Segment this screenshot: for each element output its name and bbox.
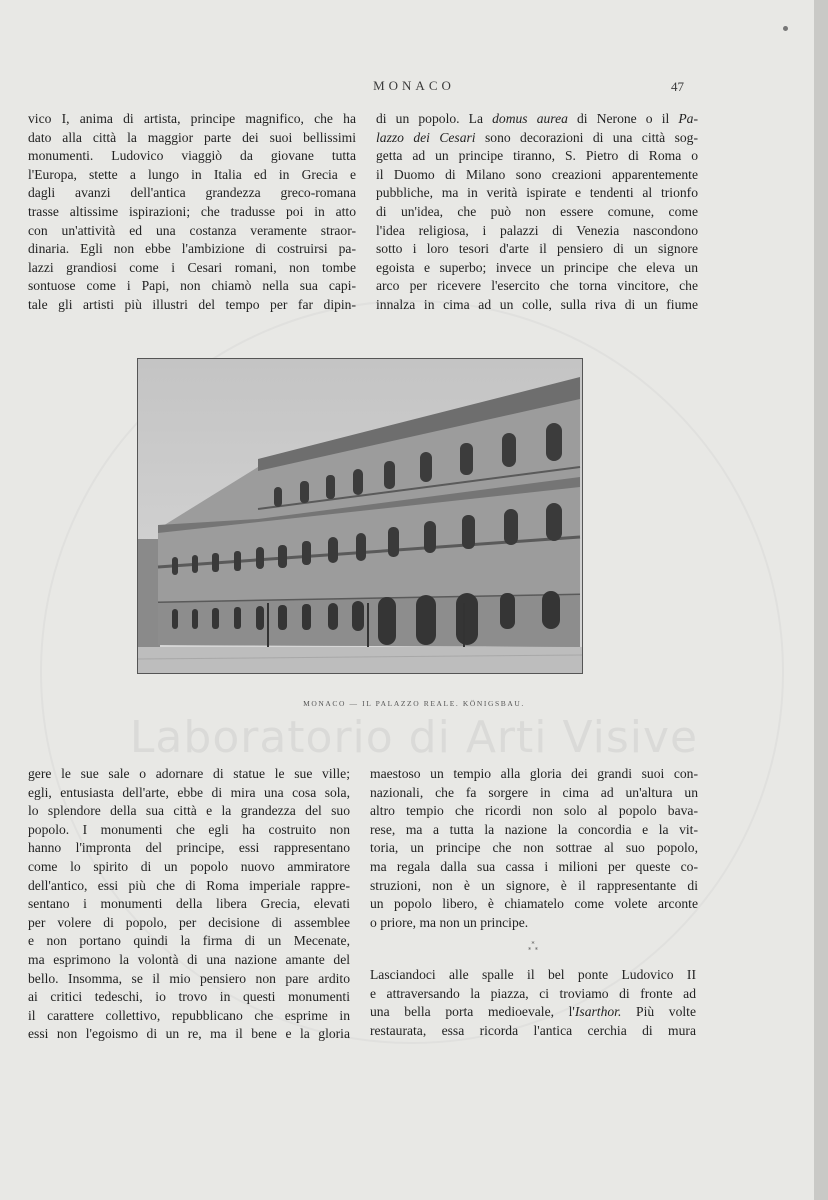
ink-spot <box>783 26 788 31</box>
text-line: nazionali, che fa sorgere in cima ad un'altura un <box>370 784 698 800</box>
text-line: toria, un principe che non sottrae al suo popolo, <box>370 840 698 856</box>
text-line: ma esprimono la volontà di una nazione amante del <box>28 951 350 967</box>
palace-photograph <box>137 358 583 674</box>
text-line <box>376 259 698 278</box>
text-line: come lo spirito di un popolo nuovo ammiratore <box>28 858 350 874</box>
text-run: di un popolo. La <box>376 111 493 126</box>
text-line <box>376 222 698 241</box>
column-bottom-left <box>28 765 350 1044</box>
text-line: sontuose come i Papi, non chiamò nella sua capi- <box>28 278 356 294</box>
asterism-divider: * * * <box>528 941 538 954</box>
text-run: l'idea religiosa, i palazzi di Venezia nascondono <box>376 222 698 238</box>
text-line: lazzi grandiosi come i Cesari romani, non tombe <box>28 259 356 275</box>
italic-term: lazzo dei Cesari <box>376 129 476 145</box>
text-line: dinaria. Egli non ebbe l'ambizione di costruirsi pa- <box>28 241 356 257</box>
text-line: ma regala dalla sua cassa i milioni per queste co- <box>370 858 698 874</box>
text-line: egli, entusiasta dell'arte, ebbe di mira una cosa sola, <box>28 784 350 800</box>
text-line: dell'antico, essi più che di Roma imperiale rappre- <box>28 877 350 893</box>
text-line <box>376 147 698 166</box>
text-line: maestoso un tempio alla gloria dei grandi suoi con- <box>370 766 698 781</box>
column-top-right <box>376 110 698 315</box>
watermark-text: Laboratorio di Arti Visive <box>129 712 699 763</box>
text-line: hanno l'impronta del principe, essi rappresentano <box>28 840 350 856</box>
text-run: il Duomo di Milano sono creazioni apparentemente <box>376 166 698 182</box>
text-line: monumenti. Ludovico viaggiò da giovane tutta <box>28 148 356 164</box>
text-line <box>370 985 696 1004</box>
text-line: altro tempio che ricordi non solo al popolo bava- <box>370 803 698 819</box>
text-run: Lasciandoci alle spalle il bel ponte Ludovico II <box>370 967 696 982</box>
text-line: e non portano quindi la firma di un Mecenate, <box>28 933 350 949</box>
text-line: trasse altissime ispirazioni; che tradusse poi in atto <box>28 203 356 219</box>
text-run: di Nerone o il <box>567 111 679 126</box>
text-run: sono decorazioni di una città sog- <box>475 129 699 145</box>
italic-term: Isarthor. <box>574 1004 622 1020</box>
text-line: popolo. I monumenti che egli ha costruito non <box>28 821 350 837</box>
text-line: dagli avanzi dell'antica grandezza greco-romana <box>28 185 356 201</box>
text-line <box>376 240 698 259</box>
text-run: Più volte <box>621 1004 696 1020</box>
text-line <box>370 1003 696 1022</box>
text-run: di un'idea, che può non essere comune, come <box>376 203 698 219</box>
text-run: una bella porta medioevale, l' <box>370 1004 575 1020</box>
text-line: sentano i monumenti della libera Grecia, elevati <box>28 896 350 912</box>
text-line: un popolo libero, è chiamatelo come volete arconte <box>370 896 698 912</box>
text-line: struzioni, non è un signore, è il rappresentante di <box>370 877 698 893</box>
text-line <box>376 296 698 315</box>
text-line: lo splendore della sua città e la grandezza del suo <box>28 803 350 819</box>
text-line <box>376 129 698 148</box>
running-title: MONACO <box>373 78 455 93</box>
text-line: bello. Insomma, se il mio pensiero non pare ardito <box>28 970 350 986</box>
text-line: gere le sue sale o adornare di statue le sue ville; <box>28 766 350 781</box>
text-line <box>376 110 698 129</box>
column-bottom-right <box>370 765 698 932</box>
italic-term: Pa- <box>678 111 698 126</box>
paragraph-isarthor <box>370 966 696 1040</box>
page-number: 47 <box>671 79 684 94</box>
text-line <box>370 1022 696 1041</box>
text-run: getta ad un principe tiranno, S. Pietro di Roma o <box>376 148 698 164</box>
text-run: restaurata, essa ricorda l'antica cerchia di mura <box>370 1022 696 1038</box>
text-run: egoista e superbo; invece un principe che eleva un <box>376 259 698 275</box>
text-run: pubbliche, ma in verità ispirate e tendenti al trionfo <box>376 185 698 201</box>
text-line: vico I, anima di artista, principe magnifico, che ha <box>28 111 356 126</box>
text-line: tale gli artisti più illustri del tempo per far dipin- <box>28 296 356 312</box>
text-line: rese, ma a tutta la nazione la concordia e la vit- <box>370 821 698 837</box>
text-line <box>376 184 698 203</box>
text-run: arco per ricevere l'esercito che torna vincitore, che <box>376 278 698 294</box>
column-top-left <box>28 110 356 315</box>
text-line <box>376 203 698 222</box>
palace-illustration <box>138 359 582 673</box>
text-line: o priore, ma non un principe. <box>370 914 529 930</box>
text-line: per volere di popolo, per decisione di assemblee <box>28 914 350 930</box>
text-line: con un'attività ed una costanza veramente straor- <box>28 222 356 238</box>
text-line: dato alla città la maggior parte dei suoi bellissimi <box>28 129 356 145</box>
text-line: il carattere collettivo, repubblicano che esprime in <box>28 1007 350 1023</box>
figure-caption: MONACO — IL PALAZZO REALE. KÖNIGSBAU. <box>303 699 525 708</box>
text-run: sotto i loro tesori d'arte il pensiero di un signore <box>376 241 698 257</box>
text-line: l'Europa, stette a lungo in Italia ed in Grecia e <box>28 166 356 182</box>
text-line: ai critici tedeschi, io trovo in questi monumenti <box>28 989 350 1005</box>
text-run: e attraversando la piazza, ci troviamo di fronte ad <box>370 985 696 1001</box>
text-line <box>370 966 696 985</box>
text-line <box>376 166 698 185</box>
italic-term: domus aurea <box>492 111 568 126</box>
text-line: essi non l'egoismo di un re, ma il bene e la gloria <box>28 1026 350 1042</box>
text-line <box>376 277 698 296</box>
text-run: innalza in cima ad un colle, sulla riva di un fiume <box>376 296 698 312</box>
